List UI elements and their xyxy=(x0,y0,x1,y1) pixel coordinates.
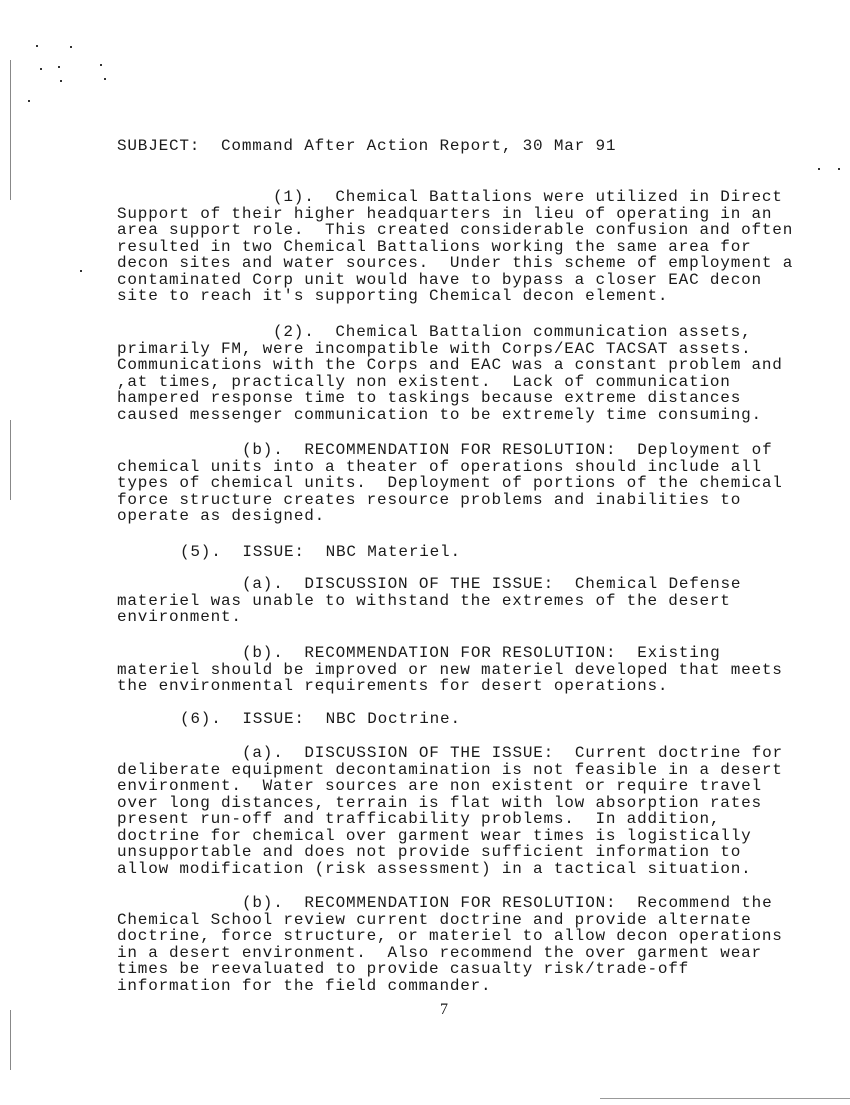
text-line: hampered response time to taskings because extreme distances xyxy=(117,389,742,407)
text-line: (b). RECOMMENDATION FOR RESOLUTION: Deployment of xyxy=(242,441,773,459)
text-line: resulted in two Chemical Battalions working the same area for xyxy=(117,237,752,256)
text-line: (2). Chemical Battalion communication assets, xyxy=(273,323,752,341)
text-line: Communications with the Corps and EAC was a constant problem and xyxy=(117,356,783,374)
text-line: allow modification (risk assessment) in a tactical situation. xyxy=(117,859,752,878)
scan-speck xyxy=(58,66,60,68)
paragraph-recommendation-4b xyxy=(117,442,783,525)
scan-edge-line xyxy=(600,1098,850,1099)
text-line: (5). ISSUE: NBC Materiel. xyxy=(180,543,461,561)
text-line: Chemical School review current doctrine and provide alternate xyxy=(117,910,752,929)
scan-speck xyxy=(40,68,42,70)
text-line: materiel should be improved or new materiel developed that meets xyxy=(117,660,783,679)
issue-6-heading xyxy=(117,711,461,728)
paragraph-1 xyxy=(117,189,793,305)
text-line: (1). Chemical Battalions were utilized in Direct xyxy=(273,188,783,206)
scan-edge xyxy=(10,60,11,200)
scan-speck xyxy=(36,45,38,47)
text-line: area support role. This created considerable confusion and often xyxy=(117,221,794,239)
text-line: deliberate equipment decontamination is not feasible in a desert xyxy=(117,760,783,779)
text-line: (a). DISCUSSION OF THE ISSUE: Chemical Defense xyxy=(242,575,742,593)
text-line: decon sites and water sources. Under this scheme of employment a xyxy=(117,254,794,272)
text-line: chemical units into a theater of operations should include all xyxy=(117,457,762,476)
paragraph-5b-recommendation xyxy=(117,645,783,695)
text-line: times be reevaluated to provide casualty risk/trade-off xyxy=(117,960,690,978)
text-line: (b). RECOMMENDATION FOR RESOLUTION: Recommend the xyxy=(242,894,773,912)
paragraph-5a-discussion xyxy=(117,576,741,626)
text-line: doctrine, force structure, or materiel to allow decon operations xyxy=(117,927,783,945)
subject-line: SUBJECT: Command After Action Report, 30 Mar 91 xyxy=(117,137,617,155)
scan-speck xyxy=(80,270,82,272)
text-line: types of chemical units. Deployment of portions of the chemical xyxy=(117,474,783,492)
paragraph-6b-recommendation xyxy=(117,895,783,994)
text-line: site to reach it's supporting Chemical decon element. xyxy=(117,287,669,305)
scan-speck xyxy=(104,78,106,80)
text-line: primarily FM, were incompatible with Corps/EAC TACSAT assets. xyxy=(117,339,752,358)
text-line: environment. Water sources are non existent or require travel xyxy=(117,777,762,795)
scan-speck xyxy=(28,100,30,102)
text-line: environment. xyxy=(117,608,242,626)
text-line: force structure creates resource problems and inabilities to xyxy=(117,490,742,509)
text-line: contaminated Corp unit would have to bypass a closer EAC decon xyxy=(117,270,762,289)
text-line: caused messenger communication to be extremely time consuming. xyxy=(117,405,762,424)
scan-speck xyxy=(60,80,62,82)
text-line: (a). DISCUSSION OF THE ISSUE: Current doctrine for xyxy=(242,744,783,762)
text-line: operate as designed. xyxy=(117,507,326,525)
text-line: (6). ISSUE: NBC Doctrine. xyxy=(180,710,461,728)
scan-speck xyxy=(838,168,840,170)
scan-edge xyxy=(10,1010,11,1070)
page-number: 7 xyxy=(440,1001,448,1018)
text-line: doctrine for chemical over garment wear times is logistically xyxy=(117,826,752,845)
scan-speck xyxy=(818,168,820,170)
text-line: ,at times, practically non existent. Lack of communication xyxy=(117,372,731,391)
paragraph-6a-discussion xyxy=(117,745,783,877)
scan-edge xyxy=(10,420,11,500)
text-line: Support of their higher headquarters in lieu of operating in an xyxy=(117,204,773,223)
text-line: materiel was unable to withstand the extremes of the desert xyxy=(117,591,731,610)
text-line: over long distances, terrain is flat with low absorption rates xyxy=(117,793,762,812)
text-line: in a desert environment. Also recommend the over garment wear xyxy=(117,943,762,962)
text-line: the environmental requirements for desert operations. xyxy=(117,677,669,695)
scan-speck xyxy=(100,64,102,66)
scan-speck xyxy=(70,46,72,48)
paragraph-2 xyxy=(117,324,783,423)
text-line: information for the field commander. xyxy=(117,976,492,995)
issue-5-heading xyxy=(117,544,461,561)
text-line: unsupportable and does not provide sufficient information to xyxy=(117,843,742,861)
text-line: (b). RECOMMENDATION FOR RESOLUTION: Existing xyxy=(242,644,721,662)
text-line: present run-off and trafficability problems. In addition, xyxy=(117,810,721,828)
